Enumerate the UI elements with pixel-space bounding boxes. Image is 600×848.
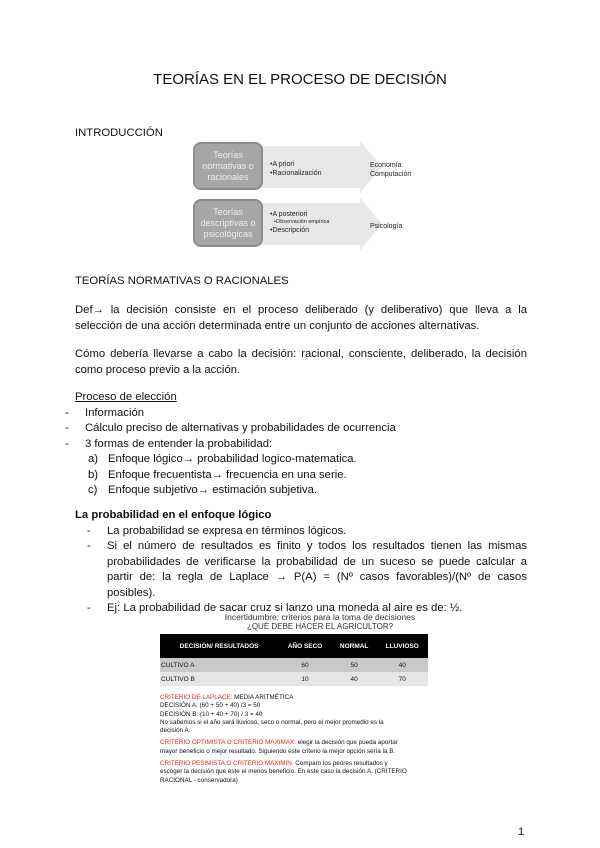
diagram-target: Economía bbox=[370, 162, 402, 169]
section-heading: TEORÍAS NORMATIVAS O RACIONALES bbox=[75, 275, 289, 287]
diagram-item: •A priori bbox=[270, 161, 295, 168]
page-title: TEORÍAS EN EL PROCESO DE DECISIÓN bbox=[153, 71, 447, 88]
sub-list-item: c) Enfoque subjetivo→ estimación subjetiva. bbox=[88, 484, 318, 496]
list-item: - Si el número de resultados es finito y todos los resultados tienen las mismas probabilidades de verificarse la probabilidad de un suceso se puede calcular a partir de: la regla de Laplace → P(A) = (Nº casos favorables)/(Nº de casos posibles). bbox=[87, 540, 527, 599]
definition-paragraph: Def→ la decisión consiste en el proceso deliberado (y deliberativo) que lleva a la selección de una acción determinada entre un conjunto de acciones alternativas. bbox=[75, 304, 527, 332]
optimist-criterion: CRITERIO OPTIMISTA O CRITERIO MAXIMAX: elegir la decisión que pueda aportar mayor beneficio o mejor resultado. Siguiendo este criterio la mejor opción sería la B. bbox=[160, 739, 398, 755]
list-item: - La probabilidad se expresa en términos lógicos. bbox=[87, 524, 347, 537]
diagram-subitem: •Observación empírica bbox=[274, 219, 330, 225]
logico-heading: La probabilidad en el enfoque lógico bbox=[75, 509, 272, 521]
diagram-target: Computación bbox=[370, 171, 412, 178]
descriptive-box: Teorías descriptivas o psicológicas bbox=[193, 199, 263, 247]
decision-table bbox=[160, 634, 428, 686]
pessimist-criterion: CRITERIO PESIMISTA O CRITERIO MAXIMIN. Comparo los peores resultados y escoger la decisión que este el menos beneficio. En este caso la decisión A. (CRITERIO RACIONAL - conservadora) bbox=[160, 760, 407, 784]
diagram-item: •A posteriori bbox=[270, 211, 308, 218]
list-item: - Cálculo preciso de alternativas y probabilidades de ocurrencia bbox=[65, 422, 396, 434]
figure-subtitle: ¿QUÉ DEBE HACER EL AGRICULTOR? bbox=[246, 622, 394, 631]
table-header: DECISIÓN/ RESULTADOS bbox=[160, 634, 278, 658]
table-row: CULTIVO A 60 50 40 bbox=[160, 658, 428, 672]
theories-diagram bbox=[190, 140, 440, 248]
laplace-criterion: CRITERIO DE LAPLACE: MEDIA ARITMÉTICA DECISIÓN A: (60 + 50 + 40) /3 = 50 DECISIÓN B: (10 + 40 + 70) / 3 = 40 No sabemos si el año será lluvioso, seco o normal, pero el mejor promedio es la decisión A. bbox=[160, 694, 384, 735]
intro-heading: INTRODUCCIÓN bbox=[75, 127, 163, 139]
sub-list-item: a) Enfoque lógico→ probabilidad logico-matematica. bbox=[88, 453, 357, 465]
page-number: 1 bbox=[518, 826, 525, 838]
figure-title: Incertidumbre: criterios para la toma de decisiones bbox=[224, 612, 416, 622]
list-item: - Información bbox=[65, 406, 145, 419]
table-header: AÑO SECO bbox=[278, 634, 332, 658]
diagram-target: Psicología bbox=[370, 223, 403, 230]
table-header: NORMAL bbox=[332, 634, 377, 658]
sub-list-item: b) Enfoque frecuentista→ frecuencia en una serie. bbox=[88, 468, 347, 481]
proceso-section bbox=[65, 390, 527, 499]
diagram-item: •Racionalización bbox=[270, 170, 322, 177]
how-paragraph: Cómo debería llevarse a cabo la decisión: racional, consciente, deliberado, la decisión como proceso previo a la acción. bbox=[75, 348, 527, 376]
list-item: - Ej: La probabilidad de sacar cruz si lanzo una moneda al aire es de: ½. bbox=[87, 602, 463, 614]
proceso-heading: Proceso de elección bbox=[75, 391, 177, 403]
normative-box: Teorías normativas o racionales bbox=[193, 142, 263, 190]
diagram-item: •Descripción bbox=[270, 227, 310, 234]
decision-criteria-figure bbox=[160, 612, 440, 785]
logico-section bbox=[75, 508, 527, 617]
list-item: - 3 formas de entender la probabilidad: bbox=[65, 437, 273, 450]
table-row: CULTIVO B 10 40 70 bbox=[160, 672, 428, 686]
table-header: LLUVIOSO bbox=[376, 634, 428, 658]
